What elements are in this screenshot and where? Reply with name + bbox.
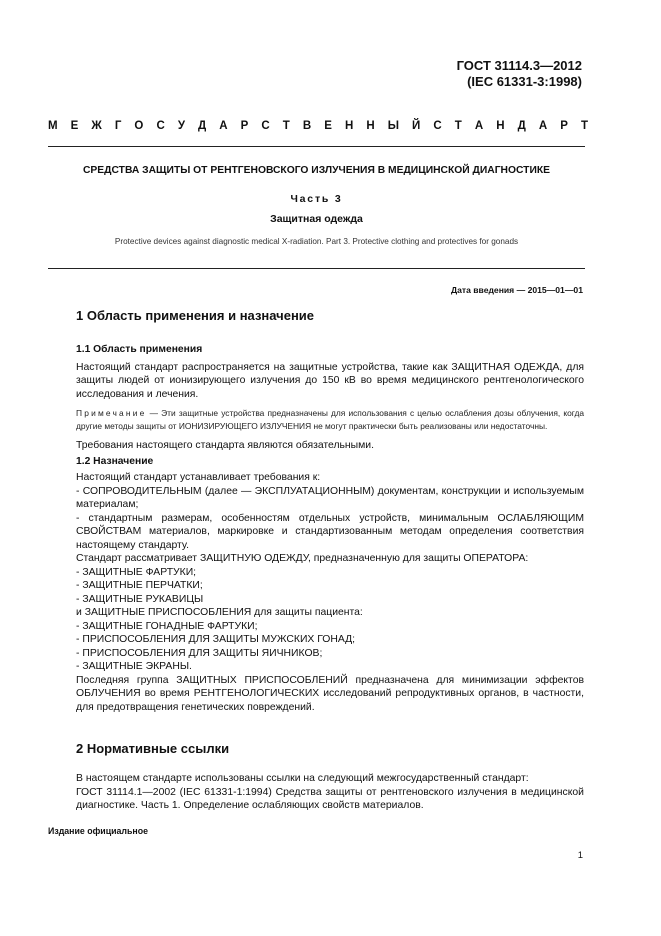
patient-item: - ПРИСПОСОБЛЕНИЯ ДЛЯ ЗАЩИТЫ ЯИЧНИКОВ; (76, 647, 323, 659)
note-text: — Эти защитные устройства предназначены для использования с целью ослабления дозы облучения, когда другие методы защиты от ИОНИЗИРУЮЩЕГО ИЗЛУЧЕНИЯ не могут практически быть реализованы или недостаточны. (76, 408, 584, 431)
page-number: 1 (577, 850, 583, 861)
last-group-paragraph: Последняя группа ЗАЩИТНЫХ ПРИСПОСОБЛЕНИЙ предназначена для минимизации эффектов ОБЛУЧЕНИЯ во время РЕНТГЕНОЛОГИЧЕСКИХ исследований репродуктивных органов, в частности, для предотвращения генетических повреждений. (76, 674, 584, 713)
note-paragraph (48, 407, 584, 432)
part-label: Часть 3 (290, 193, 343, 205)
patient-item: - ЗАЩИТНЫЕ ЭКРАНЫ. (76, 661, 192, 672)
scope-paragraph (48, 361, 584, 402)
interstate-standard-label: М Е Ж Г О С У Д А Р С Т В Е Н Н Ы Й С Т А Н Д А Р Т (48, 120, 588, 132)
section-2-heading: 2 Нормативные ссылки (76, 741, 230, 756)
note-label: Примечание (76, 408, 147, 418)
section-1-body (76, 343, 584, 714)
operator-intro: Стандарт рассматривает ЗАЩИТНУЮ ОДЕЖДУ, предназначенную для защиты ОПЕРАТОРА: (76, 553, 529, 564)
patient-item: - ЗАЩИТНЫЕ ГОНАДНЫЕ ФАРТУКИ; (76, 620, 258, 632)
standard-code: ГОСТ 31114.3—2012 (456, 58, 582, 73)
requirements-intro: Настоящий стандарт устанавливает требования к: (76, 472, 321, 483)
subsection-1-1-heading: 1.1 Область применения (76, 344, 203, 355)
document-subtitle: Защитная одежда (270, 213, 363, 225)
references-intro: В настоящем стандарте использованы ссылки на следующий межгосударственный стандарт: (76, 773, 529, 784)
mandatory-text: Требования настоящего стандарта являются обязательными. (76, 440, 374, 451)
scope-text-b: для защиты людей от ионизирующего излучения до 150 кВ во время медицинского рентгенологического исследования и лечения. (76, 361, 585, 400)
section-1-heading: 1 Область применения и назначение (76, 308, 315, 323)
bottom-rule (48, 268, 585, 269)
subsection-1-2-heading: 1.2 Назначение (76, 455, 154, 467)
section-2-body (76, 772, 584, 813)
operator-item: - ЗАЩИТНЫЕ РУКАВИЦЫ (76, 593, 204, 605)
patient-intro: и ЗАЩИТНЫЕ ПРИСПОСОБЛЕНИЯ для защиты пациента: (76, 607, 363, 618)
reference-item: ГОСТ 31114.1—2002 (IEC 61331-1:1994) Средства защиты от рентгеновского излучения в медицинской диагностике. Часть 1. Определение ослабляющих свойств материалов. (76, 786, 584, 811)
english-title: Protective devices against diagnostic medical X-radiation. Part 3. Protective clothing and protectives for gonads (114, 237, 519, 246)
scope-text-a: Настоящий стандарт распространяется на защитные устройства, такие как ЗАЩИТНАЯ ОДЕЖДА, (76, 361, 563, 373)
requirement-item-1: - СОПРОВОДИТЕЛЬНЫМ (далее — ЭКСПЛУАТАЦИОННЫМ) документам, конструкции и используемым материалам; (76, 485, 584, 510)
operator-item: - ЗАЩИТНЫЕ ФАРТУКИ; (76, 566, 197, 578)
top-rule (48, 146, 585, 147)
introduction-date: Дата введения — 2015—01—01 (450, 285, 583, 295)
document-title: СРЕДСТВА ЗАЩИТЫ ОТ РЕНТГЕНОВСКОГО ИЗЛУЧЕНИЯ В МЕДИЦИНСКОЙ ДИАГНОСТИКЕ (82, 165, 551, 176)
requirement-item-2: - стандартным размерам, особенностям отдельных устройств, минимальным ОСЛАБЛЯЮЩИМ СВОЙСТВАМ материалов, маркировке и стандартизованным методам определения соответствия настоящему стандарту. (76, 512, 584, 551)
patient-item: - ПРИСПОСОБЛЕНИЯ ДЛЯ ЗАЩИТЫ МУЖСКИХ ГОНАД; (76, 634, 356, 645)
official-edition-label: Издание официальное (48, 826, 148, 836)
operator-item: - ЗАЩИТНЫЕ ПЕРЧАТКИ; (76, 580, 203, 591)
iec-reference: (IEC 61331-3:1998) (467, 74, 582, 89)
